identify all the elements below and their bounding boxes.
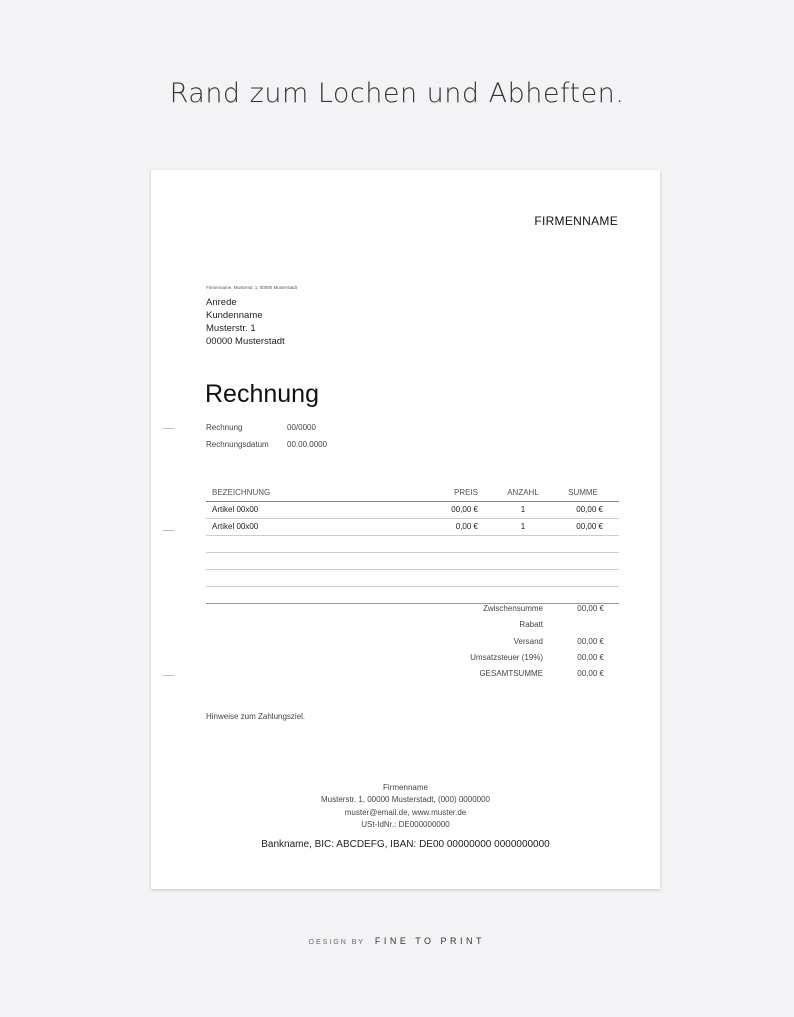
cell-sum: 00,00 € [576,505,603,514]
address-line: Kundenname [206,310,263,321]
cell-sum: 00,00 € [576,522,603,531]
payment-note: Hinweise zum Zahlungsziel. [206,712,306,721]
cell-price: 00,00 € [451,505,478,514]
address-line: Musterstr. 1 [206,323,256,334]
footer-line: Firmenname [383,783,428,792]
brand-name: FINE TO PRINT [374,936,486,946]
table-row [206,519,619,536]
table-row [206,502,619,519]
totals-label: Umsatzsteuer (19%) [470,652,543,662]
totals-label: Zwischensumme [482,604,543,613]
table-row [206,536,619,553]
footer-line: USt-IdNr.: DE000000000 [361,819,450,829]
col-header-description: BEZEICHNUNG [212,488,271,497]
table-row [206,587,619,604]
table-row [206,570,619,587]
cell-quantity: 1 [520,505,526,514]
totals-block [401,604,604,685]
fold-mark [163,675,174,676]
company-footer [151,782,660,831]
footer-line: muster@email.de, www.muster.de [344,807,467,817]
bank-details: Bankname, BIC: ABCDEFG, IBAN: DE00 00000000 0000000000 [261,839,550,850]
address-line: 00000 Musterstadt [206,336,285,347]
headline: Rand zum Lochen und Abheften. [169,78,625,109]
document-title: Rechnung [205,380,319,408]
credit-prefix: DESIGN BY [308,939,365,946]
meta-value: 00.00.0000 [287,440,328,449]
totals-label: Versand [513,636,543,646]
totals-row-shipping [401,637,604,653]
totals-label: GESAMTSUMME [479,669,543,679]
totals-value: 00,00 € [577,669,604,679]
cell-price: 0,00 € [455,522,478,531]
invoice-number-row [206,423,316,432]
col-header-quantity: ANZAHL [507,488,539,497]
recipient-address [206,296,285,348]
meta-label: Rechnung [206,423,243,432]
address-line: Anrede [206,297,237,308]
invoice-sheet [151,170,660,889]
items-table [206,485,619,604]
company-name: FIRMENNAME [534,214,618,228]
col-header-price: PREIS [453,488,478,497]
totals-row-subtotal [401,604,604,620]
invoice-date-row [206,440,327,449]
designer-credit [0,936,794,946]
meta-value: 00/0000 [287,423,316,432]
totals-value: 00,00 € [577,652,604,662]
totals-label: Rabatt [519,620,543,630]
totals-row-grand-total [401,669,604,685]
cell-quantity: 1 [520,522,526,531]
totals-value: 00,00 € [577,604,604,613]
cell-description: Artikel 00x00 [212,505,259,514]
table-header-row [206,485,619,502]
sender-line: Firmenname, Musterstr. 1, 00000 Musterstadt [206,285,298,290]
footer-line: Musterstr. 1, 00000 Musterstadt, (000) 0000000 [321,795,490,805]
col-header-sum: SUMME [568,488,598,497]
meta-label: Rechnungsdatum [206,440,269,449]
totals-row-vat [401,653,604,669]
fold-mark [163,428,174,429]
totals-value: 00,00 € [577,636,604,646]
cell-description: Artikel 00x00 [212,522,259,531]
fold-mark [163,530,174,531]
table-row [206,553,619,570]
totals-row-discount [401,620,604,636]
